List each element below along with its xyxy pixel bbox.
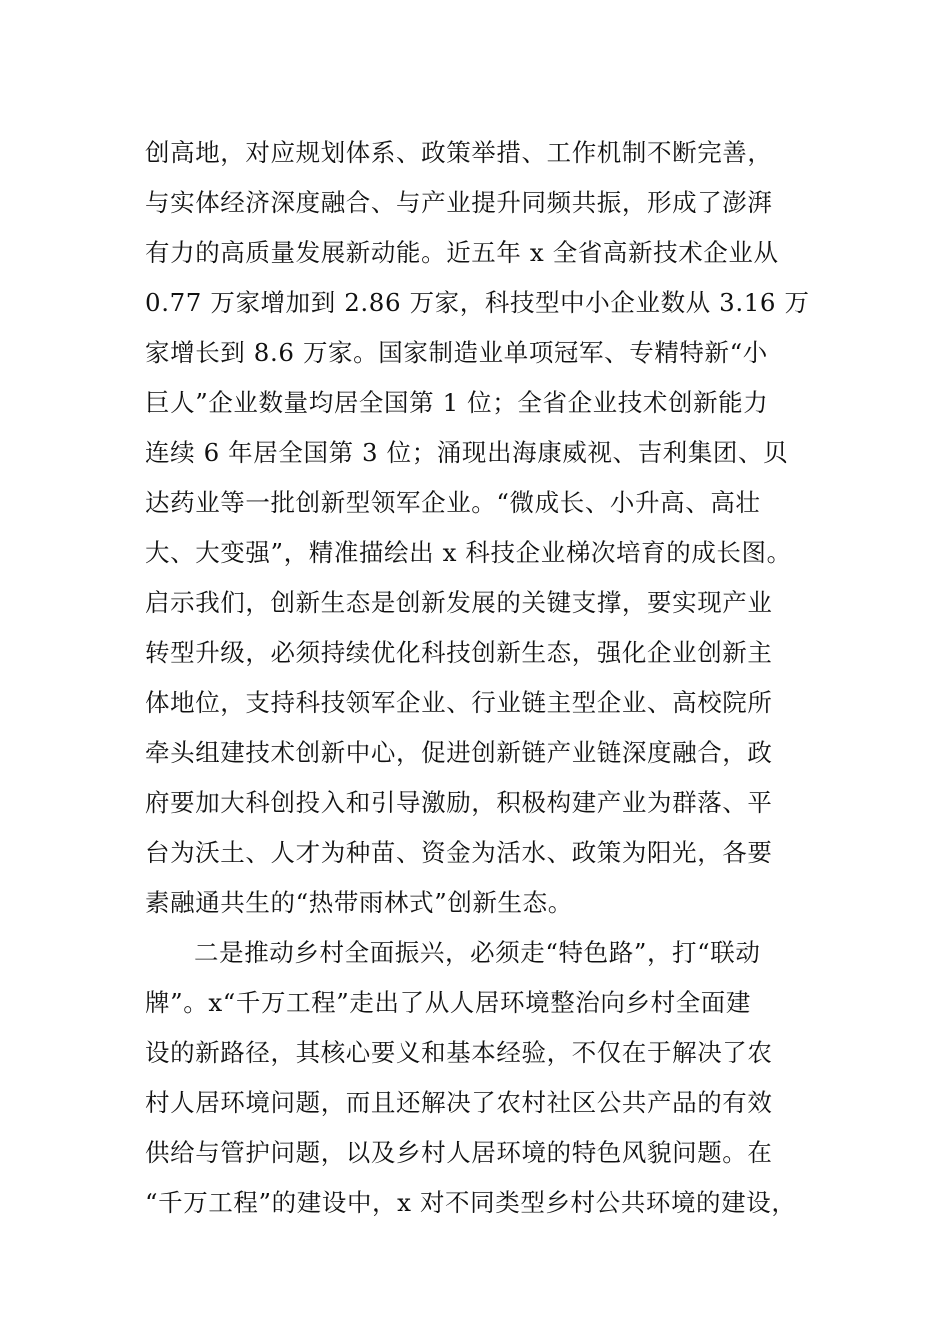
text-line: 村人居环境问题，而且还解决了农村社区公共产品的有效	[145, 1088, 773, 1117]
paragraph-innovation-ecosystem	[145, 128, 845, 928]
text-line: 启示我们，创新生态是创新发展的关键支撑，要实现产业	[145, 588, 773, 617]
text-line: 巨人”企业数量均居全国第 1 位；全省企业技术创新能力	[145, 388, 769, 417]
text-line: 牌”。x“千万工程”走出了从人居环境整治向乡村全面建	[145, 988, 751, 1017]
text-line: 牵头组建技术创新中心，促进创新链产业链深度融合，政	[145, 738, 773, 767]
text-line: 创高地，对应规划体系、政策举措、工作机制不断完善，	[145, 138, 773, 167]
text-line: 有力的高质量发展新动能。近五年 x 全省高新技术企业从	[145, 238, 779, 267]
text-line: 转型升级，必须持续优化科技创新生态，强化企业创新主	[145, 638, 773, 667]
text-line: 大、大变强”，精准描绘出 x 科技企业梯次培育的成长图。	[145, 538, 792, 567]
text-line: 府要加大科创投入和引导激励，积极构建产业为群落、平	[145, 788, 773, 817]
text-line: 供给与管护问题，以及乡村人居环境的特色风貌问题。在	[145, 1138, 773, 1167]
text-line: 与实体经济深度融合、与产业提升同频共振，形成了澎湃	[145, 188, 773, 217]
text-line: “千万工程”的建设中，x 对不同类型乡村公共环境的建设，	[145, 1188, 797, 1217]
text-line: 0.77 万家增加到 2.86 万家，科技型中小企业数从 3.16 万	[145, 288, 810, 317]
text-line: 家增长到 8.6 万家。国家制造业单项冠军、专精特新“小	[145, 338, 768, 367]
text-line: 台为沃土、人才为种苗、资金为活水、政策为阳光，各要	[145, 838, 773, 867]
text-line: 达药业等一批创新型领军企业。“微成长、小升高、高壮	[145, 488, 761, 517]
body-text	[145, 128, 845, 1228]
text-line: 设的新路径，其核心要义和基本经验，不仅在于解决了农	[145, 1038, 773, 1067]
text-line: 体地位，支持科技领军企业、行业链主型企业、高校院所	[145, 688, 773, 717]
text-line: 连续 6 年居全国第 3 位；涌现出海康威视、吉利集团、贝	[145, 438, 789, 467]
paragraph-rural-revitalization	[145, 928, 845, 1228]
text-line-indented: 二是推动乡村全面振兴，必须走“特色路”，打“联动	[194, 938, 761, 967]
text-line: 素融通共生的“热带雨林式”创新生态。	[145, 888, 573, 917]
